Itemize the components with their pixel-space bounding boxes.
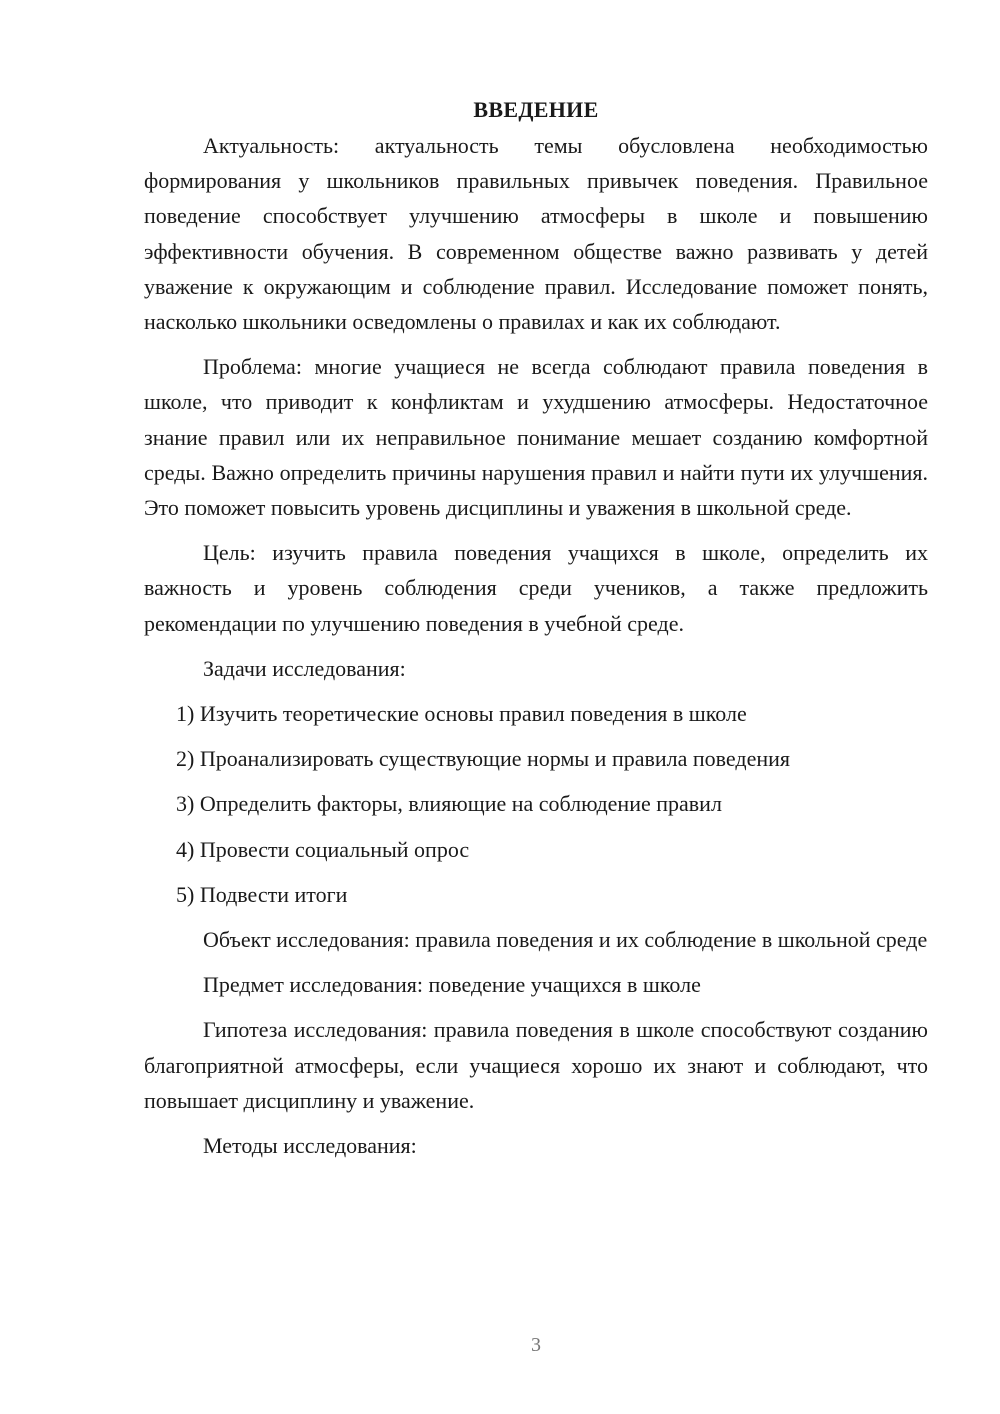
list-item: 1) Изучить теоретические основы правил поведения в школе [176, 701, 747, 727]
page-number: 3 [531, 1334, 541, 1356]
paragraph-subject: Предмет исследования: поведение учащихся в школе [203, 972, 701, 998]
paragraph-object: Объект исследования: правила поведения и их соблюдение в школьной среде [203, 927, 928, 953]
list-item: 4) Провести социальный опрос [176, 836, 470, 862]
paragraph-goal: Цель: изучить правила поведения учащихся в школе, определить их важность и уровень соблюдения среди учеников, а также предложить рекомендации по улучшению поведения в учебной среде. [144, 540, 928, 636]
section-title: ВВЕДЕНИЕ [473, 97, 599, 122]
list-item: 3) Определить факторы, влияющие на соблюдение правил [176, 791, 722, 817]
tasks-heading: Задачи исследования: [203, 655, 406, 681]
document-page [144, 92, 928, 1173]
methods-heading: Методы исследования: [203, 1133, 417, 1159]
tasks-list [144, 696, 928, 912]
list-item: 5) Подвести итоги [176, 881, 348, 907]
paragraph-problem: Проблема: многие учащиеся не всегда соблюдают правила поведения в школе, что приводит к конфликтам и ухудшению атмосферы. Недостаточное знание правил или их неправильное понимание мешает созданию комфортной среды. Важно определить причины нарушения правил и найти пути их улучшения. Это поможет повысить уровень дисциплины и уважения в школьной среде. [144, 354, 928, 521]
paragraph-relevance: Актуальность: актуальность темы обусловлена необходимостью формирования у школьников правильных привычек поведения. Правильное поведение способствует улучшению атмосферы в школе и повышению эффективности обучения. В современном обществе важно развивать у детей уважение к окружающим и соблюдение правил. Исследование поможет понять, насколько школьники осведомлены о правилах и как их соблюдают. [144, 133, 928, 335]
paragraph-hypothesis: Гипотеза исследования: правила поведения в школе способствуют созданию благоприятной атмосферы, если учащиеся хорошо их знают и соблюдают, что повышает дисциплину и уважение. [144, 1017, 928, 1113]
list-item: 2) Проанализировать существующие нормы и правила поведения [176, 746, 791, 772]
